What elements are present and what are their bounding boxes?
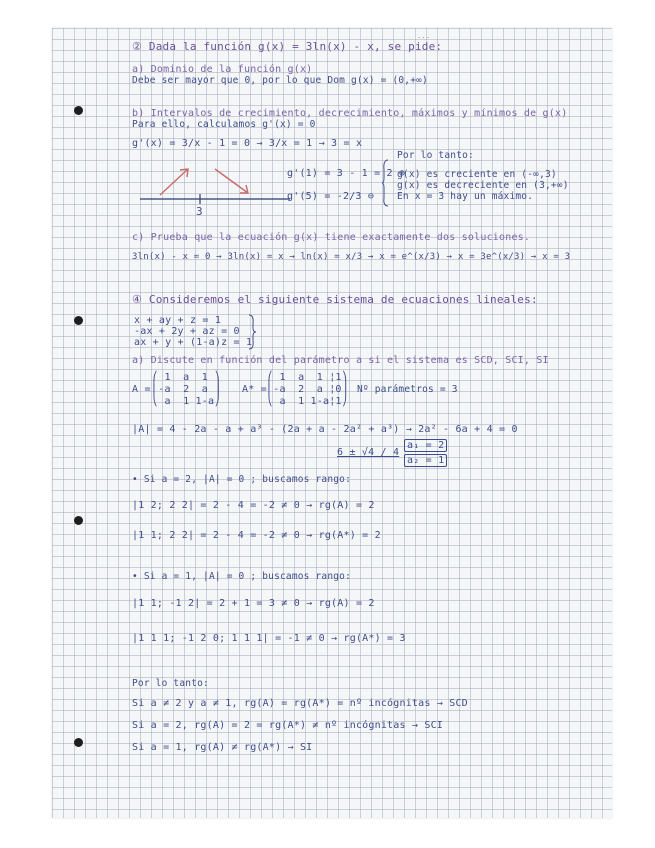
p2-part-a-title: a) Dominio de la función g(x): [132, 64, 313, 75]
root-a1: a₁ = 2: [404, 440, 447, 452]
p2-part-c-line: 3ln(x) - x = 0 → 3ln(x) = x → ln(x) = x/3 → x = e^(x/3) → x = 3e^(x/3) → x = 3: [132, 252, 571, 262]
binder-hole: [74, 738, 83, 747]
problem-4-title: ④ Consideremos el siguiente sistema de ecuaciones lineales:: [132, 293, 538, 306]
notebook-page: [52, 28, 612, 818]
sign-diagram: [140, 163, 290, 223]
sign-diagram-tick-label: 3: [196, 205, 203, 218]
binder-hole: [74, 316, 83, 325]
case-a1-minor-1: |1 1; -1 2| = 2 + 1 = 3 ≠ 0 → rg(A) = 2: [132, 598, 375, 609]
case-a2-minor-1: |1 2; 2 2| = 2 - 4 = -2 ≠ 0 → rg(A) = 2: [132, 500, 375, 511]
brace: [382, 158, 392, 208]
p4-system-eq-2: -ax + 2y + az = 0: [134, 326, 240, 337]
p2-part-b-title: b) Intervalos de crecimiento, decrecimiento, máximos y mínimos de g(x): [132, 108, 568, 119]
p2-conclusion-2: g(x) es decreciente en (3,+∞): [397, 180, 569, 191]
header-scribble: ...: [417, 32, 431, 40]
parameter-count: Nº parámetros = 3: [357, 384, 458, 395]
case-a2-title: • Si a = 2, |A| = 0 ; buscamos rango:: [132, 474, 352, 485]
p4-por-lo-tanto: Por lo tanto:: [132, 678, 209, 689]
p2-conclusion-1: g(x) es creciente en (-∞,3): [397, 169, 557, 180]
matrix-a: ⎛ 1 a 1 ⎞ ⎜-a 2 a ⎟ ⎝ a 1 1-a⎠: [152, 372, 221, 407]
matrix-a-star-label: A* =: [242, 384, 267, 395]
problem-2-title: ② Dada la función g(x) = 3ln(x) - x, se pide:: [132, 40, 443, 53]
result-scd: Si a ≠ 2 y a ≠ 1, rg(A) = rg(A*) = nº incógnitas → SCD: [132, 698, 468, 709]
root-a2: a₂ = 1: [404, 455, 447, 467]
p4-system-eq-1: x + ay + z = 1: [134, 315, 222, 326]
p4-part-a-title: a) Discute en función del parámetro a si el sistema es SCD, SCI, SI: [132, 355, 549, 366]
result-sci: Si a = 2, rg(A) = 2 = rg(A*) ≠ nº incógnitas → SCI: [132, 720, 444, 731]
p2-part-a-text: Debe ser mayor que 0, por lo que Dom g(x) = (0,+∞): [132, 75, 428, 86]
matrix-a-star: ⎛ 1 a 1 ¦1⎞ ⎜-a 2 a ¦0⎟ ⎝ a 1 1-a¦1⎠: [267, 372, 348, 407]
p2-part-b-line1: Para ello, calculamos g'(x) = 0: [132, 119, 316, 130]
quadratic-formula: 6 ± √4 / 4: [337, 447, 400, 458]
p4-system-eq-3: ax + y + (1-a)z = 1: [134, 337, 253, 348]
p2-part-c-title: c) Prueba que la ecuación g(x) tiene exactamente dos soluciones.: [132, 232, 531, 243]
binder-hole: [74, 516, 83, 525]
case-a1-title: • Si a = 1, |A| = 0 ; buscamos rango:: [132, 571, 352, 582]
p2-eval-g5: g'(5) = -2/3 ⊖: [287, 191, 375, 202]
p2-por-lo-tanto: Por lo tanto:: [397, 150, 474, 161]
case-a1-det3: |1 1 1; -1 2 0; 1 1 1| = -1 ≠ 0 → rg(A*) = 3: [132, 633, 406, 644]
determinant-expansion: |A| = 4 - 2a - a + a³ - (2a + a - 2a² + a³) → 2a² - 6a + 4 = 0: [132, 424, 518, 435]
binder-hole: [74, 106, 83, 115]
system-brace: [248, 314, 258, 350]
p2-conclusion-3: En x = 3 hay un máximo.: [397, 191, 534, 202]
p2-derivative: g'(x) = 3/x - 1 = 0 → 3/x = 1 → 3 = x: [132, 138, 363, 149]
p2-eval-g1: g'(1) = 3 - 1 = 2 ⊕: [287, 168, 406, 179]
matrix-a-label: A =: [132, 384, 151, 395]
case-a2-minor-2: |1 1; 2 2| = 2 - 4 = -2 ≠ 0 → rg(A*) = 2: [132, 530, 381, 541]
result-si: Si a = 1, rg(A) ≠ rg(A*) → SI: [132, 742, 313, 753]
